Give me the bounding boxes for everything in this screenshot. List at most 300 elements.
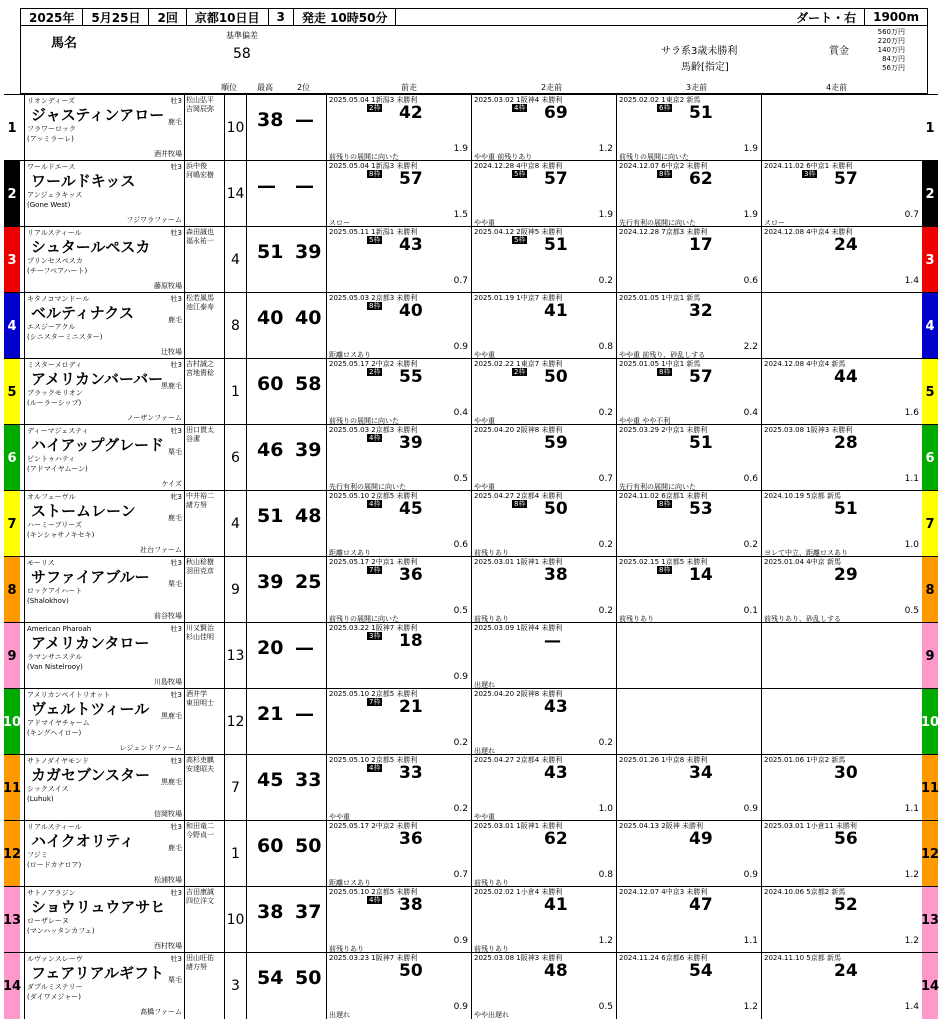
race-history-3: [616, 95, 761, 161]
horse-name[interactable]: ワールドキッス: [31, 172, 136, 190]
race-history-2: [471, 161, 616, 227]
race-history-4: [761, 953, 922, 1019]
race-history-4: [761, 491, 922, 557]
order: 14: [224, 161, 246, 227]
race-history-3: [616, 161, 761, 227]
race-history-2: [471, 623, 616, 689]
horse-info: [24, 227, 184, 293]
horse-number-right: 13: [922, 887, 938, 953]
race-score: 17: [689, 235, 713, 255]
race-history-4: [761, 161, 922, 227]
horse-row[interactable]: [4, 292, 938, 358]
race-title: 2025.05.17 2中京2 未勝利: [329, 822, 418, 830]
race-score: 43: [544, 763, 568, 783]
second-score: 25: [295, 571, 322, 593]
breeder: レジェンドファーム: [119, 744, 182, 752]
sire: リオンディーズ: [27, 97, 76, 105]
race-score: 30: [834, 763, 858, 783]
race-note: 距離ロスあり: [329, 549, 371, 557]
dam-sire: (Van Nistelrooy): [27, 663, 83, 671]
race-title: 2025.03.29 2中京1 未勝利: [619, 426, 708, 434]
race-title: 2024.12.08 4中京4 未勝利: [764, 228, 853, 236]
race-score: 69: [544, 103, 568, 123]
race-note: 先行有利の展開に向いた: [329, 483, 406, 491]
race-note: 距離ロスあり: [329, 879, 371, 887]
gate-badge: 4枠: [369, 896, 381, 904]
trainer: 谷潔: [186, 435, 200, 443]
sex-age: 牡3: [170, 889, 182, 897]
race-title: 2024.12.28 4中京8 未勝利: [474, 162, 563, 170]
gate-badge: 7枠: [369, 566, 381, 574]
horse-number: 8: [4, 557, 20, 623]
race-margin: 0.9: [453, 936, 468, 946]
sex-age: 牡3: [170, 295, 182, 303]
gate-badge: 2枠: [369, 368, 381, 376]
best-scores: [246, 821, 326, 887]
dam: ロックアイハート: [27, 587, 83, 595]
race-score: 50: [544, 367, 568, 387]
race-history-4: [761, 95, 922, 161]
race-margin: 0.8: [598, 870, 613, 880]
race-history-2: [471, 425, 616, 491]
order: 12: [224, 689, 246, 755]
race-note: やや重: [474, 417, 495, 425]
race-note: 前残りあり: [329, 945, 364, 953]
trainer: 福永祐一: [186, 237, 214, 245]
breeder: 信岡牧場: [154, 810, 182, 818]
jockey: 田山旺佑: [186, 954, 214, 962]
horse-number-right: 6: [922, 425, 938, 491]
race-title: 2025.03.23 1阪神7 未勝利: [329, 954, 418, 962]
horse-row[interactable]: [4, 622, 938, 688]
order: 4: [224, 491, 246, 557]
race-title: 2024.11.02 6京都1 未勝利: [619, 492, 708, 500]
race-score: 45: [399, 499, 423, 519]
horse-row[interactable]: [4, 490, 938, 556]
jockey: 秋山稔樹: [186, 558, 214, 566]
sex-age: 牡3: [170, 229, 182, 237]
race-title: 2025.05.04 1新潟3 未勝利: [329, 96, 418, 104]
race-history-2: [471, 491, 616, 557]
race-score: 57: [834, 169, 858, 189]
jockey: 田口貫太: [186, 426, 214, 434]
race-title: 2025.04.27 2京都4 未勝利: [474, 492, 563, 500]
race-title: 2025.04.27 2京都4 未勝利: [474, 756, 563, 764]
sire: ワールドエース: [27, 163, 76, 171]
race-title: 2025.03.01 1阪神1 未勝利: [474, 558, 563, 566]
dam: フラワーロック: [27, 125, 76, 133]
track: ダート・右: [796, 10, 857, 25]
second-score: —: [295, 109, 314, 131]
jockey-info: [184, 359, 224, 425]
horse-number: 9: [4, 623, 20, 689]
trainer: 緒方努: [186, 501, 207, 509]
horse-number: 11: [4, 755, 20, 821]
race-title: 2025.03.08 1阪神3 未勝利: [474, 954, 563, 962]
race-score: 51: [834, 499, 858, 519]
race-margin: 1.9: [743, 210, 758, 220]
gate-badge: 8枠: [659, 170, 671, 178]
dam-sire: (マンハッタンカフェ): [27, 927, 95, 935]
race-margin: 0.5: [453, 474, 468, 484]
race-title: 2025.05.10 2京都5 未勝利: [329, 756, 418, 764]
race-title: 2025.03.09 1阪神4 未勝利: [474, 624, 563, 632]
horse-row[interactable]: [4, 952, 938, 1018]
horse-row[interactable]: [4, 754, 938, 820]
race-note: やや重 前残り、砂乱しする: [619, 351, 706, 359]
dam: アンジェラキッス: [27, 191, 83, 199]
sex-age: 牡3: [170, 427, 182, 435]
horse-info: [24, 557, 184, 623]
jockey: 松山弘平: [186, 96, 214, 104]
race-margin: 0.6: [453, 540, 468, 550]
jockey-info: [184, 623, 224, 689]
sex-age: 牡3: [170, 361, 182, 369]
horse-info: [24, 821, 184, 887]
race-history-1: [326, 293, 471, 359]
horse-number: 6: [4, 425, 20, 491]
sire: ルヴァンスレーヴ: [27, 955, 83, 963]
horse-row[interactable]: [4, 94, 938, 160]
race-score: 21: [399, 697, 423, 717]
race-score: 40: [399, 301, 423, 321]
best-scores: [246, 887, 326, 953]
breeder: フジワラファーム: [126, 216, 182, 224]
race-margin: 1.4: [904, 1002, 919, 1012]
trainer: 安達昭夫: [186, 765, 214, 773]
sire: American Pharoah: [27, 625, 92, 633]
race-note: やや重 前残りあり: [474, 153, 533, 161]
best-score: 51: [257, 241, 284, 263]
gate-badge: 8枠: [514, 500, 526, 508]
col-name: 馬名: [51, 36, 78, 51]
race-margin: 0.9: [453, 672, 468, 682]
sex-age: 牡3: [170, 163, 182, 171]
horse-number: 10: [4, 689, 20, 755]
dam-sire: (キングヘイロー): [27, 729, 82, 737]
gate-badge: 8枠: [369, 170, 381, 178]
best-scores: [246, 227, 326, 293]
gate-badge: 2枠: [514, 368, 526, 376]
trainer: 今野貞一: [186, 831, 214, 839]
race-margin: 1.2: [904, 870, 919, 880]
sire: サトノダイヤモンド: [27, 757, 89, 765]
race-history-4: [761, 557, 922, 623]
horse-name[interactable]: シュタールペスカ: [31, 238, 151, 256]
race-note: 前残りの展開に向いた: [329, 153, 399, 161]
race-note: 前残りの展開に向いた: [619, 153, 689, 161]
best-scores: [246, 623, 326, 689]
race-margin: 0.9: [453, 342, 468, 352]
horse-info: [24, 95, 184, 161]
race-title: 2024.12.08 4中京4 新馬: [764, 360, 846, 368]
breeder: 高橋ファーム: [140, 1008, 182, 1016]
race-history-2: [471, 293, 616, 359]
race-header: [20, 8, 928, 26]
best-score: 38: [257, 109, 284, 131]
race-margin: 1.9: [743, 144, 758, 154]
horse-name[interactable]: アメリカンタロー: [31, 634, 150, 652]
coat-color: 鹿毛: [168, 316, 182, 324]
prev3-label: 3走前: [686, 83, 708, 92]
second-label: 2位: [297, 83, 311, 92]
race-history-1: [326, 953, 471, 1019]
best-scores: [246, 359, 326, 425]
horse-row[interactable]: [4, 424, 938, 490]
race-history-4: [761, 689, 922, 755]
prev-label: 前走: [401, 83, 417, 92]
race-score: 34: [689, 763, 713, 783]
horse-info: [24, 491, 184, 557]
race-score: 57: [399, 169, 423, 189]
gate-badge: 4枠: [369, 500, 381, 508]
dam-sire: (チーフベアハート): [27, 267, 88, 275]
prev4-label: 4走前: [826, 83, 848, 92]
best-score: 20: [257, 637, 284, 659]
sex-age: 牡3: [170, 691, 182, 699]
trainer: 宮地貴稔: [186, 369, 214, 377]
race-history-1: [326, 689, 471, 755]
horse-name[interactable]: ヴェルトツィール: [31, 700, 150, 718]
jockey-info: [184, 425, 224, 491]
order: 7: [224, 755, 246, 821]
trainer: 緒方努: [186, 963, 207, 971]
horse-name[interactable]: ジャスティンアロー: [31, 106, 165, 124]
race-history-2: [471, 953, 616, 1019]
race-history-2: [471, 557, 616, 623]
order: 1: [224, 359, 246, 425]
race-history-1: [326, 557, 471, 623]
race-title: 2025.04.12 2阪神5 未勝利: [474, 228, 563, 236]
dam: プリンセスペスカ: [27, 257, 83, 265]
race-score: 28: [834, 433, 858, 453]
horse-number: 2: [4, 161, 20, 227]
horse-row[interactable]: [4, 358, 938, 424]
race-note: ヨレて中立、距離ロスあり: [764, 549, 848, 557]
race-note: スロー: [764, 219, 785, 227]
dam-sire: (Shalokhov): [27, 597, 69, 605]
race-margin: 1.2: [598, 936, 613, 946]
horse-name[interactable]: フェアリアルギフト: [31, 964, 165, 982]
prize-label: 賞金: [829, 46, 849, 57]
horse-name[interactable]: カガセブンスター: [31, 766, 150, 784]
jockey: 松若風馬: [186, 294, 214, 302]
best-score: 21: [257, 703, 284, 725]
race-note: 前残りあり: [619, 615, 654, 623]
race-title: 2025.05.17 2中京1 未勝利: [329, 558, 418, 566]
race-history-3: [616, 887, 761, 953]
horse-row[interactable]: [4, 160, 938, 226]
order: 6: [224, 425, 246, 491]
race-title: 2024.11.02 6中京1 未勝利: [764, 162, 853, 170]
sex-age: 牡3: [170, 757, 182, 765]
horse-row[interactable]: [4, 820, 938, 886]
race-note: スロー: [329, 219, 350, 227]
breeder: ケイズ: [161, 480, 182, 488]
race-history-3: [616, 821, 761, 887]
race-title: 2025.01.05 1中京1 新馬: [619, 294, 701, 302]
breeder: 前谷牧場: [154, 612, 182, 620]
race-score: 51: [544, 235, 568, 255]
sex-age: 牝3: [170, 493, 182, 501]
horse-row[interactable]: [4, 556, 938, 622]
horse-name[interactable]: ショウリュウアサヒ: [31, 898, 166, 916]
race-score: 57: [689, 367, 713, 387]
race-title: 2025.05.03 2京都3 未勝利: [329, 426, 418, 434]
dam-sire: (ダイワメジャー): [27, 993, 81, 1001]
gate-badge: 4枠: [369, 434, 381, 442]
race-title: 2025.03.02 1阪神4 未勝利: [474, 96, 563, 104]
race-condition: サラ系3歳未勝利: [661, 46, 738, 57]
second-score: 58: [295, 373, 322, 395]
kai: 2回: [149, 9, 186, 25]
race-margin: 0.8: [598, 342, 613, 352]
sex-age: 牡3: [170, 97, 182, 105]
trainer: 四位洋文: [186, 897, 214, 905]
jockey-info: [184, 557, 224, 623]
race-score: 56: [834, 829, 858, 849]
race-margin: 0.9: [743, 870, 758, 880]
race-title: 2025.03.08 1阪神3 未勝利: [764, 426, 853, 434]
coat-color: 黒鹿毛: [161, 712, 182, 720]
race-title: 2024.10.06 5京都2 新馬: [764, 888, 846, 896]
race-score: 43: [544, 697, 568, 717]
race-history-3: [616, 293, 761, 359]
race-score: 48: [544, 961, 568, 981]
horse-row[interactable]: [4, 886, 938, 952]
dam-sire: (シニスターミニスター): [27, 333, 103, 341]
race-title: 2024.11.10 5京都 新馬: [764, 954, 841, 962]
breeder: 社台ファーム: [140, 546, 182, 554]
jockey-info: [184, 953, 224, 1019]
horse-number-right: 4: [922, 293, 938, 359]
race-title: 2024.12.07 4中京3 未勝利: [619, 888, 708, 896]
race-history-3: [616, 557, 761, 623]
race-score: 38: [544, 565, 568, 585]
horse-number-right: 10: [922, 689, 938, 755]
horse-info: [24, 623, 184, 689]
race-margin: 1.9: [598, 210, 613, 220]
race-score: 55: [399, 367, 423, 387]
race-title: 2025.04.20 2阪神8 未勝利: [474, 690, 563, 698]
race-history-2: [471, 821, 616, 887]
second-score: —: [295, 637, 314, 659]
race-margin: 1.2: [743, 1002, 758, 1012]
horse-name[interactable]: ハイクオリティ: [31, 832, 135, 850]
horse-name[interactable]: アメリカンバーバー: [31, 370, 164, 388]
horse-name[interactable]: ハイアップグレード: [31, 436, 165, 454]
race-score: 53: [689, 499, 713, 519]
horse-row[interactable]: [4, 226, 938, 292]
race-margin: 0.5: [904, 606, 919, 616]
dam: フジミ: [27, 851, 48, 859]
best-scores: [246, 755, 326, 821]
best-score: 46: [257, 439, 284, 461]
sire: リアルスティール: [27, 823, 82, 831]
race-score: —: [544, 631, 561, 651]
best-score: 54: [257, 967, 284, 989]
race-margin: 0.2: [598, 408, 613, 418]
race-history-3: [616, 623, 761, 689]
race-title: 2025.03.01 1小倉11 未勝利: [764, 822, 857, 830]
race-history-3: [616, 425, 761, 491]
race-history-2: [471, 689, 616, 755]
order: 10: [224, 887, 246, 953]
race-history-1: [326, 491, 471, 557]
best-scores: [246, 293, 326, 359]
race-history-1: [326, 887, 471, 953]
race-margin: 0.5: [453, 606, 468, 616]
horse-number: 14: [4, 953, 20, 1019]
horse-row[interactable]: [4, 688, 938, 754]
horse-name[interactable]: ベルティナクス: [31, 304, 135, 322]
best-score: 51: [257, 505, 284, 527]
race-history-4: [761, 425, 922, 491]
best-scores: [246, 557, 326, 623]
race-score: 39: [399, 433, 423, 453]
best-label: 最高: [257, 83, 273, 92]
breeder: 西村牧場: [154, 942, 182, 950]
jockey: 酒井学: [186, 690, 207, 698]
race-note: 前残りあり: [474, 945, 509, 953]
race-title: 2025.03.22 1阪神7 未勝利: [329, 624, 418, 632]
best-score: 45: [257, 769, 284, 791]
horse-name[interactable]: サファイアブルー: [31, 568, 150, 586]
race-history-1: [326, 359, 471, 425]
sex-age: 牡3: [170, 625, 182, 633]
race-history-3: [616, 359, 761, 425]
race-history-2: [471, 359, 616, 425]
gate-badge: 8枠: [659, 368, 671, 376]
trainer: 池江泰寿: [186, 303, 214, 311]
race-history-1: [326, 623, 471, 689]
trainer: 東田明士: [186, 699, 214, 707]
breeder: 川島牧場: [154, 678, 182, 686]
horse-number: 5: [4, 359, 20, 425]
race-history-1: [326, 425, 471, 491]
race-note: 出遅れ: [329, 1011, 350, 1019]
jockey-info: [184, 95, 224, 161]
race-margin: 0.4: [743, 408, 758, 418]
race-title: 2024.11.24 6京都6 未勝利: [619, 954, 708, 962]
base-value: 58: [233, 46, 251, 62]
dam-sire: (Luhuk): [27, 795, 54, 803]
sex-age: 牡3: [170, 823, 182, 831]
column-header: [20, 26, 928, 94]
race-margin: 0.2: [598, 276, 613, 286]
race-title: 2025.01.26 1中京8 未勝利: [619, 756, 708, 764]
dam-sire: (Gone West): [27, 201, 71, 209]
race-margin: 1.5: [453, 210, 468, 220]
distance: 1900m: [864, 9, 927, 25]
year: 2025年: [21, 9, 83, 25]
best-scores: [246, 491, 326, 557]
order: 10: [224, 95, 246, 161]
race-score: 54: [689, 961, 713, 981]
race-history-4: [761, 755, 922, 821]
race-note: 先行有利の展開に向いた: [619, 219, 696, 227]
jockey-info: [184, 755, 224, 821]
race-title: 2024.12.28 7京都3 未勝利: [619, 228, 708, 236]
best-scores: [246, 95, 326, 161]
horse-number-right: 9: [922, 623, 938, 689]
sex-age: 牡3: [170, 559, 182, 567]
horse-number-right: 8: [922, 557, 938, 623]
second-score: 39: [295, 439, 322, 461]
horse-info: [24, 689, 184, 755]
horse-name[interactable]: ストームレーン: [31, 502, 136, 520]
race-note: やや重: [474, 219, 495, 227]
